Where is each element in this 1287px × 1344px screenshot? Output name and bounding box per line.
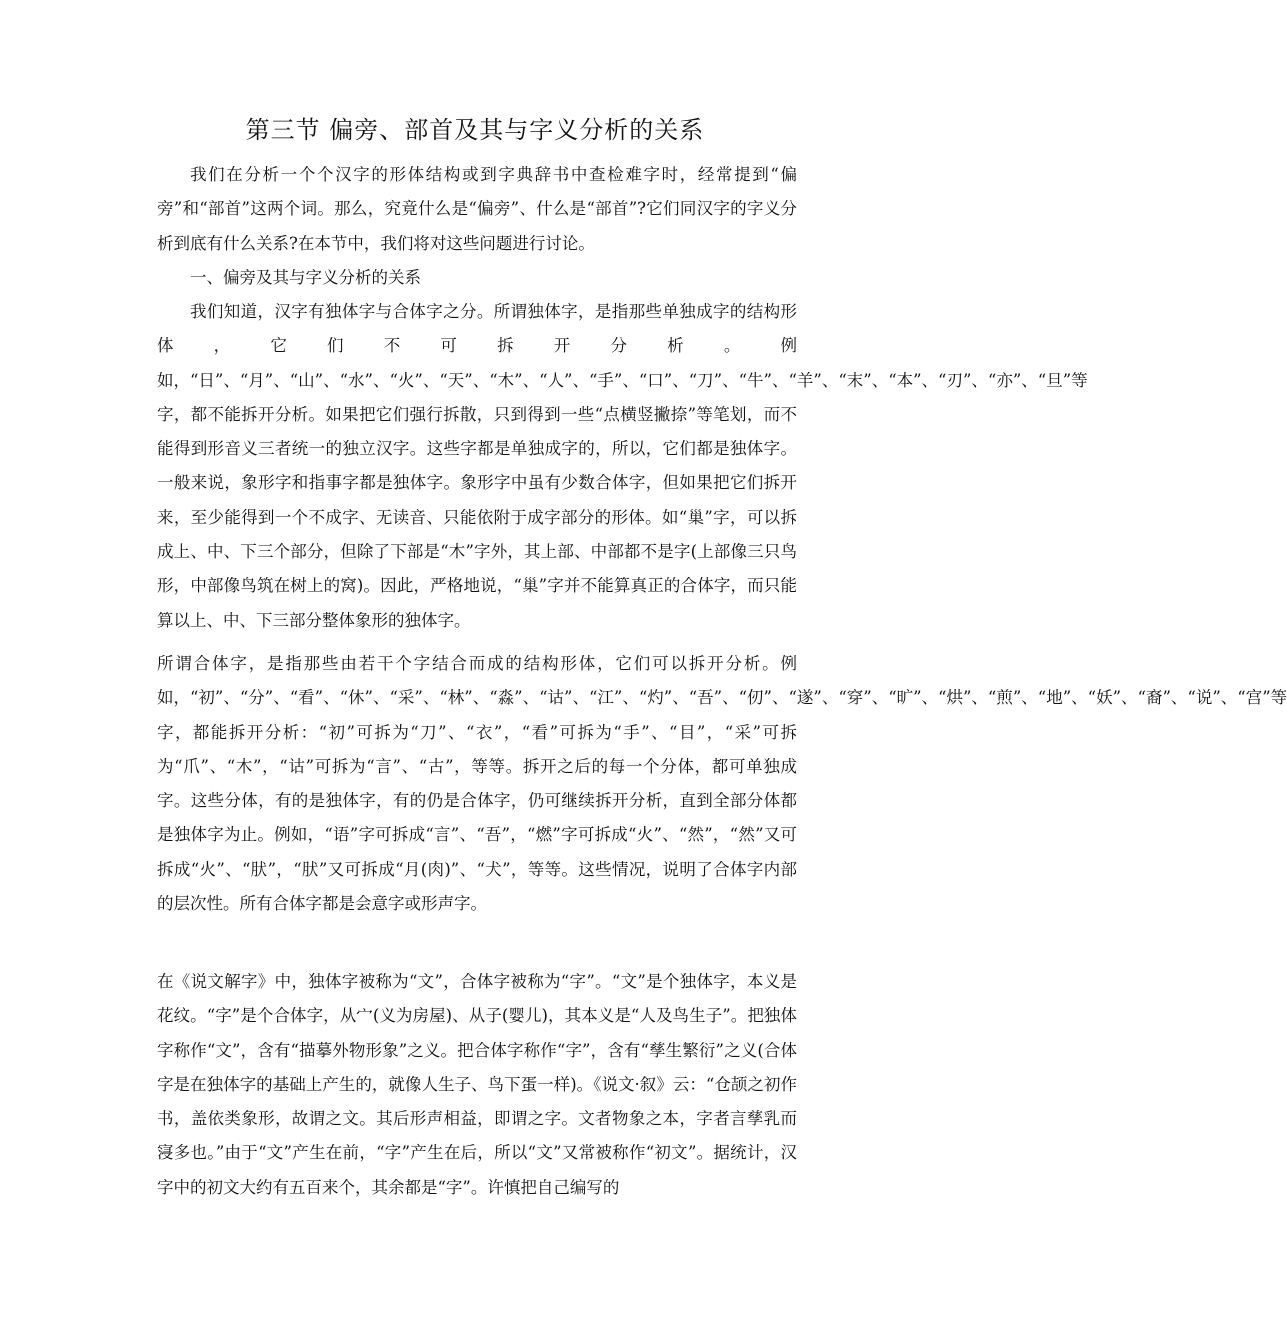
body-paragraph-independent-characters: 我们知道，汉字有独体字与合体字之分。所谓独体字，是指那些单独成字的结构形体，它们不可拆开分析。例如，“日”、“月”、“山”、“水”、“火”、“天”、“木”、“人”、“手”、“口”、“刀”、“牛”、“羊”、“末”、“本”、“刃”、“亦”、“旦”等字，都不能拆开分析。如果把它们强行拆散，只到得到一些“点横竖撇捺”等笔划，而不能得到形音义三者统一的独立汉字。这些字都是单独成字的，所以，它们都是独体字。一般来说，象形字和指事字都是独体字。象形字中虽有少数合体字，但如果把它们拆开来，至少能得到一个不成字、无读音、只能依附于成字部分的形体。如“巢”字，可以拆成上、中、下三个部分，但除了下部是“木”字外，其上部、中部都不是字(上部像三只鸟形，中部像鸟筑在树上的窝)。因此，严格地说，“巢”字并不能算真正的合体字，而只能算以上、中、下三部分整体象形的独体字。 [157,302,1088,630]
section-title: 第三节 偏旁、部首及其与字义分析的关系 [245,116,705,144]
intro-paragraph: 我们在分析一个个汉字的形体结构或到字典辞书中查检难字时，经常提到“偏旁”和“部首”这两个词。那么，究竟什么是“偏旁”、什么是“部首”?它们同汉字的字义分析到底有什么关系?在本节中，我们将对这些问题进行讨论。 [157,165,797,253]
subsection-heading: 一、偏旁及其与字义分析的关系 [190,268,421,287]
body-paragraph-compound-characters: 所谓合体字，是指那些由若干个字结合而成的结构形体，它们可以拆开分析。例如，“初”、“分”、“看”、“休”、“采”、“林”、“淼”、“诂”、“江”、“灼”、“吾”、“仞”、“遂”、“穿”、“旷”、“烘”、“煎”、“地”、“妖”、“裔”、“说”、“宫”等字，都能拆开分析：“初”可拆为“刀”、“衣”，“看”可拆为“手”、“目”，“采”可拆为“爪”、“木”，“诂”可拆为“言”、“古”，等等。拆开之后的每一个分体，都可单独成字。这些分体，有的是独体字，有的仍是合体字，仍可继续拆开分析，直到全部分体都是独体字为止。例如，“语”字可拆成“言”、“吾”，“燃”字可拆成“火”、“然”，“然”又可拆成“火”、“肰”，“肰”又可拆成“月(肉)”、“犬”，等等。这些情况，说明了合体字内部的层次性。所有合体字都是会意字或形声字。 [157,654,1287,914]
body-paragraph-shuowen: 在《说文解字》中，独体字被称为“文”，合体字被称为“字”。“文”是个独体字，本义是花纹。“字”是个合体字，从宀(义为房屋)、从子(婴儿)，其本义是“人及鸟生子”。把独体字称作“文”，含有“描摹外物形象”之义。把合体字称作“字”，含有“孳生繁衍”之义(合体字是在独体字的基础上产生的，就像人生子、鸟下蛋一样)。《说文·叙》云：“仓颉之初作书，盖依类象形，故谓之文。其后形声相益，即谓之字。文者物象之本，字者言孳乳而寖多也。”由于“文”产生在前，“字”产生在后，所以“文”又常被称作“初文”。据统计，汉字中的初文大约有五百来个，其余都是“字”。许慎把自己编写的 [157,972,797,1197]
